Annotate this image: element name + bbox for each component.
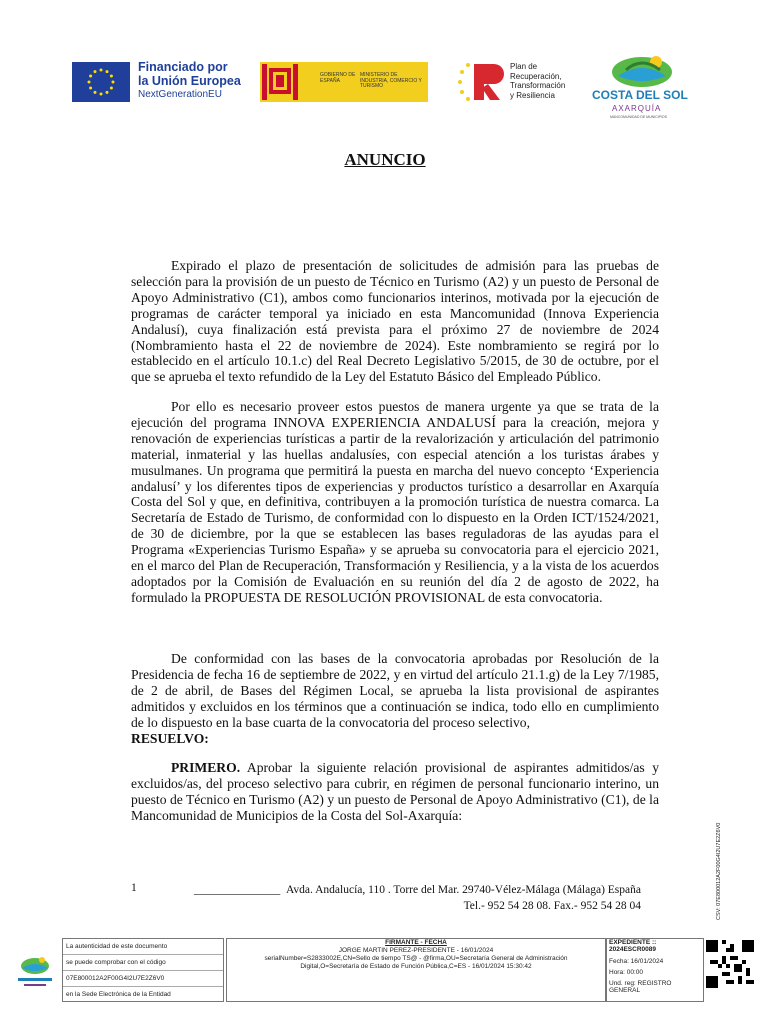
stamp-hora: Hora: 00:00	[609, 969, 643, 976]
document-title: ANUNCIO	[344, 150, 426, 169]
costa-subtitle: AXARQUÍA	[612, 104, 662, 113]
paragraph-1	[131, 258, 659, 385]
verify-line-2: se puede comprobar con el código	[63, 955, 223, 971]
verify-line-1: La autenticidad de este documento	[63, 939, 223, 955]
eu-funding-text	[138, 60, 241, 100]
prtr-text	[510, 62, 565, 100]
gov-text-1: GOBIERNO DE ESPAÑA	[320, 72, 356, 84]
verification-box	[62, 938, 224, 1002]
prtr-line1: Plan de	[510, 62, 538, 71]
page-number: 1	[131, 882, 137, 894]
prtr-logo-icon	[456, 60, 504, 104]
paragraph-2-text: Por ello es necesario proveer estos puestos de manera urgente ya que se trata de la ejecución del programa INNOVA EXPERIENCIA ANDALUSÍ para la creación, mejora y renovación de experiencias turísticas a partir de la revalorización y articulación del patrimonio material, inmaterial y las huellas andalusíes, con especial atención a los turistas árabes y musulmanes. Un programa que permitirá la puesta en marcha del nuevo concepto ‘Experiencia andalusí’ y los diferentes tipos de experiencias y productos turístico a desarrollar en Axarquía Costa del Sol y que, en definitiva, contribuyen a la promoción turística de nuestra comarca. La Secretaría de Estado de Turismo, de conformidad con lo dispuesto en la Orden ICT/1524/2021, de 30 de diciembre, por la que se establecen las bases reguladoras de las ayudas para el Programa «Experiencias Turismo España» y se aprueba su convocatoria para el ejercicio 2021, en el marco del Plan de Recuperación, Transformación y Resiliencia, y a la vista de los acuerdos adoptados por la Comisión de Evaluación en su reunión del día 2 de agosto de 2022, ha formulado la PROPUESTA DE RESOLUCIÓN PROVISIONAL de esta convocatoria.	[131, 399, 659, 605]
resuelvo-label: RESUELVO:	[131, 730, 209, 746]
footer-rule: _______________	[193, 884, 281, 896]
prtr-line4: y Resiliencia	[510, 90, 555, 100]
paragraph-3	[131, 651, 659, 746]
eu-line2: la Unión Europea	[138, 74, 241, 89]
stamp-costa-logo-icon	[12, 950, 58, 990]
prtr-line2: Recuperación,	[510, 71, 562, 81]
paragraph-4	[131, 760, 659, 824]
footer-address-block	[156, 882, 641, 914]
verify-line-4: en la Sede Electrónica de la Entidad	[66, 991, 171, 998]
signer-box	[226, 938, 606, 1002]
paragraph-3-text: De conformidad con las bases de la convocatoria aprobadas por Resolución de la Presidencia de fecha 16 de septiembre de 2022, y en virtud del artículo 21.1.g) de la Ley 7/1985, de 2 de abril, de Bases del Régimen Local, se aprueba la lista provisional de aspirantes admitidos y excluidos en los términos que a continuación se indica, todo ello en cumplimiento de lo dispuesto en la base cuarta de la convocatoria del proceso selectivo,	[131, 651, 659, 730]
paragraph-2	[131, 399, 659, 606]
eu-line3: NextGenerationEU	[138, 88, 222, 100]
qr-code-icon	[706, 940, 754, 988]
costa-caption: MANCOMUNIDAD DE MUNICIPIOS	[610, 115, 667, 119]
expediente-label: EXPEDIENTE ::	[609, 939, 657, 946]
expediente-box	[606, 938, 704, 1002]
csv-side-code: CSV: 07E800012A2F00G4I2U7E2Z6V0	[716, 822, 722, 920]
spain-shield-icon	[262, 64, 300, 100]
primero-label: PRIMERO.	[171, 760, 241, 775]
expediente-value: 2024ESCR0089	[609, 946, 656, 953]
paragraph-4-text: Aprobar la siguiente relación provisional de aspirantes admitidos/as y excluidos/as, del proceso selectivo para cubrir, en régimen de personal funcionario interino, un puesto de Técnico en Turismo (A2) y un puesto de Personal de Apoyo Administrativo (C1), de la Mancomunidad de Municipios de la Costa del Sol-Axarquía:	[131, 760, 659, 823]
gov-text-2: MINISTERIO DE INDUSTRIA, COMERCIO Y TURISMO	[360, 72, 422, 89]
footer-phones: Tel.- 952 54 28 08. Fax.- 952 54 28 04	[463, 900, 641, 912]
footer-address: Avda. Andalucía, 110 . Torre del Mar. 29740-Vélez-Málaga (Málaga) España	[285, 884, 641, 896]
signer-header: FIRMANTE - FECHA	[385, 939, 447, 946]
costa-title: COSTA DEL SOL	[592, 88, 688, 102]
prtr-line3: Transformación	[510, 81, 566, 91]
eu-flag-logo	[72, 62, 130, 102]
stamp-und-reg: Und. reg: REGISTRO GENERAL	[609, 980, 672, 994]
eu-line1: Financiado por	[138, 60, 228, 74]
signer-line-3: Digital,O=Secretaría de Estado de Función Pública,C=ES - 16/01/2024 15:30:42	[300, 963, 532, 970]
verify-line-3: 07E800012A2F00G4I2U7E2Z6V0	[63, 971, 223, 987]
signer-line-1: JORGE MARTIN PEREZ-PRESIDENTE - 16/01/2024	[338, 947, 494, 954]
paragraph-1-text: Expirado el plazo de presentación de solicitudes de admisión para las pruebas de selección para la provisión de un puesto de Técnico en Turismo (A2) y un puesto de Personal de Apoyo Administrativo (C1), ambos como funcionarios interinos, motivada por la ejecución de programas de carácter temporal ya iniciado en esta Mancomunidad (Innova Experiencia Andalusí), cuya finalización está prevista para el próximo 27 de noviembre de 2024 (Nombramiento hasta el 22 de noviembre de 2024). Este nombramiento se regirá por lo establecido en el artículo 10.1.c) del Real Decreto Legislativo 5/2015, de 30 de octubre, por el que se aprueba el texto refundido de la Ley del Estatuto Básico del Empleado Público.	[131, 258, 659, 385]
signer-line-2: serialNumber=S2833002E,CN=Sello de tiempo TS@ - @firma,OU=Secretaría General de Administración	[264, 955, 568, 962]
stamp-fecha: Fecha: 16/01/2024	[609, 958, 664, 965]
